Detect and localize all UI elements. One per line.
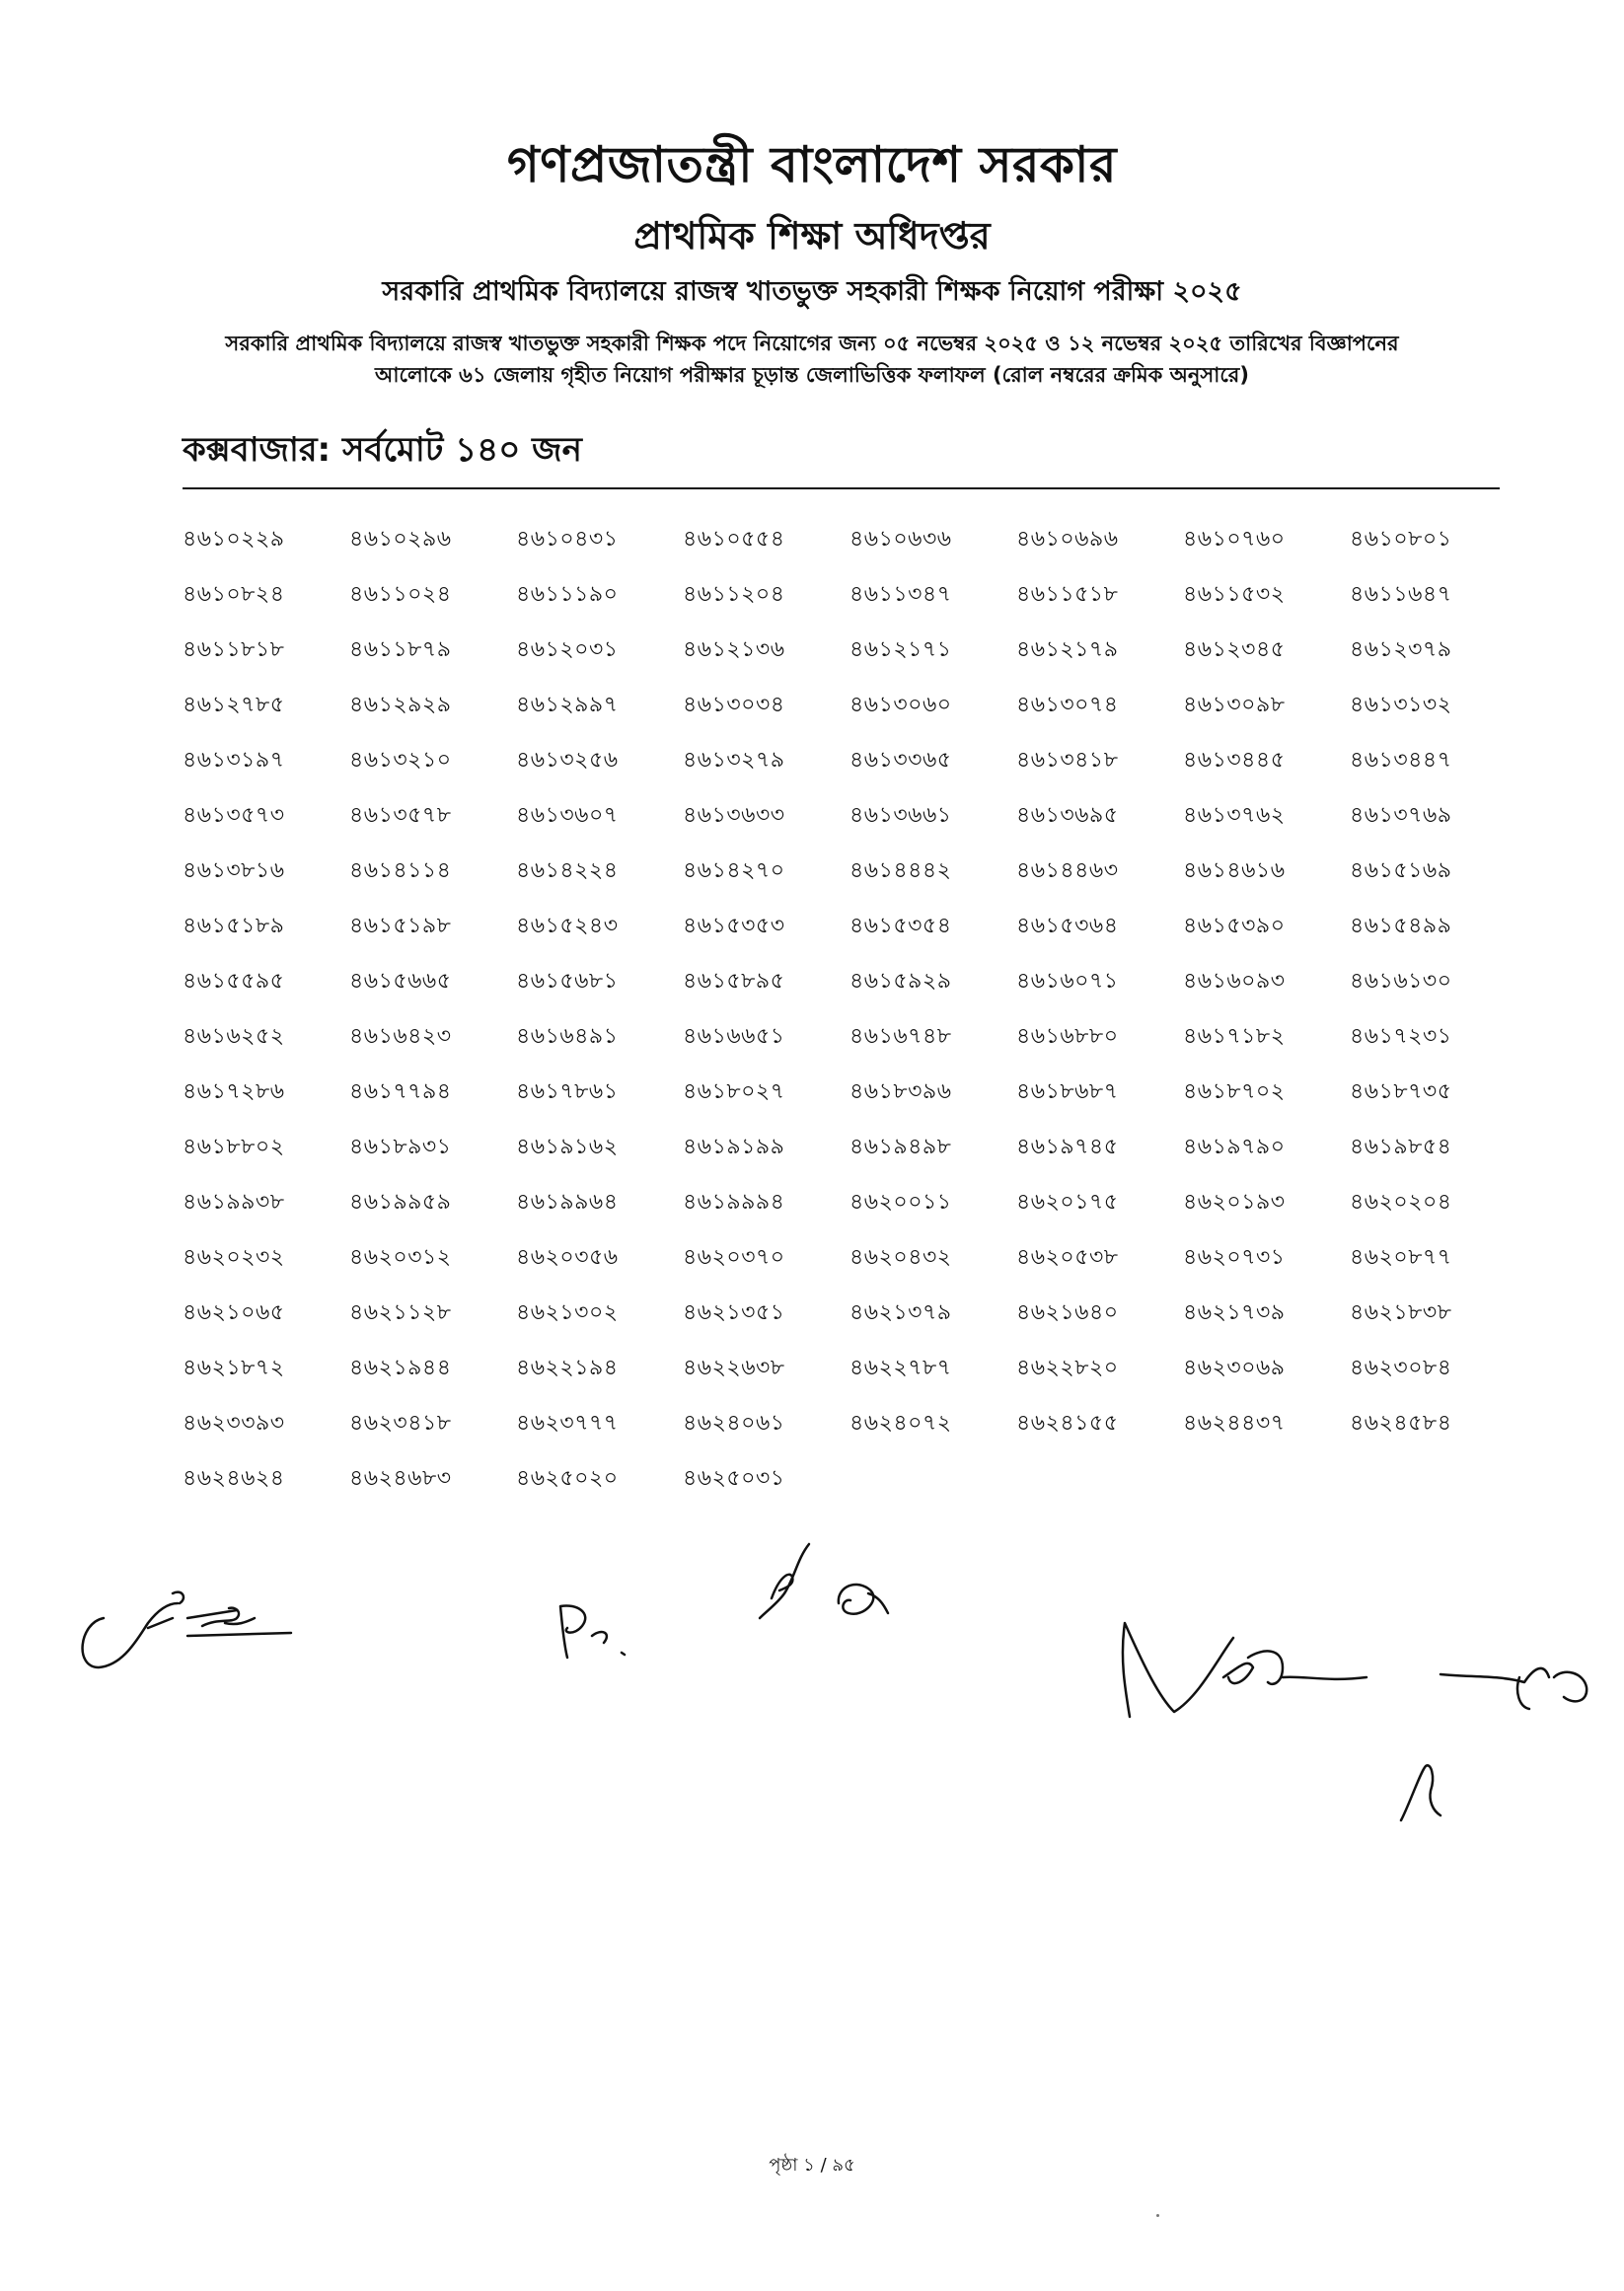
roll-number: ৪৬১৬০৭১ <box>1016 969 1119 994</box>
roll-number: ৪৬২৪০৬১ <box>683 1411 785 1436</box>
roll-number: ৪৬১৫১৮৯ <box>183 914 285 938</box>
roll-number: ৪৬২২৬৩৮ <box>683 1356 785 1380</box>
roll-number: ৪৬১০৮২৪ <box>183 582 285 607</box>
roll-number: ৪৬২১৯৪৪ <box>349 1356 452 1380</box>
roll-number: ৪৬১৩৩৬৫ <box>849 748 952 773</box>
roll-number: ৪৬১৪৪৪২ <box>849 858 952 883</box>
roll-number: ৪৬১৩০৯৮ <box>1183 693 1286 717</box>
roll-number: ৪৬১৯৯৯৪ <box>683 1190 785 1215</box>
roll-number: ৪৬১৩২৫৬ <box>516 748 619 773</box>
roll-number: ৪৬১৬৬৫১ <box>683 1024 785 1049</box>
roll-number: ৪৬১১৩৪৭ <box>849 582 952 607</box>
roll-number: ৪৬১৮৬৮৭ <box>1016 1079 1119 1104</box>
result-description <box>148 328 1476 391</box>
description-line-1: সরকারি প্রাথমিক বিদ্যালয়ে রাজস্ব খাতভুক্ত সহকারী শিক্ষক পদে নিয়োগের জন্য ০৫ নভেম্বর ২০২৫ ও ১২ নভেম্বর ২০২৫ তারিখের বিজ্ঞাপনের <box>225 332 1399 355</box>
roll-number: ৪৬২১৩৭৯ <box>849 1300 952 1325</box>
roll-number: ৪৬২১৬৪০ <box>1016 1300 1119 1325</box>
roll-number: ৪৬১৩৪৪৫ <box>1183 748 1286 773</box>
roll-number: ৪৬১৯৮৫৪ <box>1350 1135 1452 1159</box>
signature-8 <box>1401 1765 1440 1820</box>
roll-number: ৪৬১০৬৯৬ <box>1016 527 1119 552</box>
roll-number: ৪৬১৬১৩০ <box>1350 969 1452 994</box>
roll-number: ৪৬১৫৩৬৪ <box>1016 914 1119 938</box>
roll-number: ৪৬১৯৭৯০ <box>1183 1135 1286 1159</box>
roll-number: ৪৬১৩৬৬১ <box>849 803 952 828</box>
roll-number: ৪৬১৬৭৪৮ <box>849 1024 952 1049</box>
roll-number: ৪৬১৩০৩৪ <box>683 693 785 717</box>
roll-number: ৪৬১২১৭৯ <box>1016 637 1119 662</box>
roll-number: ৪৬১৮৮০২ <box>183 1135 285 1159</box>
roll-number: ৪৬১৭২৩১ <box>1350 1024 1452 1049</box>
roll-number: ৪৬২০২৩২ <box>183 1245 285 1270</box>
roll-number: ৪৬১৫৩৫৪ <box>849 914 952 938</box>
roll-number: ৪৬২৪৬২৪ <box>183 1466 285 1491</box>
page-number: পৃষ্ঠা ১ / ৯৫ <box>769 2155 855 2176</box>
roll-number: ৪৬১২৩৭৯ <box>1350 637 1452 662</box>
roll-number: ৪৬১৫৬৮১ <box>516 969 619 994</box>
roll-number: ৪৬১০৭৬০ <box>1183 527 1286 552</box>
roll-number: ৪৬২৩৭৭৭ <box>516 1411 619 1436</box>
signature-2 <box>187 1608 291 1636</box>
roll-number: ৪৬১৩০৭৪ <box>1016 693 1119 717</box>
roll-number: ৪৬২৩৪১৮ <box>349 1411 452 1436</box>
roll-number: ৪৬১৩০৬০ <box>849 693 952 717</box>
roll-number: ৪৬১১০২৪ <box>349 582 452 607</box>
roll-number: ৪৬১০৫৫৪ <box>683 527 785 552</box>
roll-number: ৪৬১২৩৪৫ <box>1183 637 1286 662</box>
roll-number: ৪৬২০৪৩২ <box>849 1245 952 1270</box>
signature-1 <box>83 1592 237 1667</box>
signature-6 <box>1123 1623 1366 1717</box>
roll-number: ৪৬১৩৪৪৭ <box>1350 748 1452 773</box>
roll-number: ৪৬১৩২৭৯ <box>683 748 785 773</box>
roll-number: ৪৬২১৭৩৯ <box>1183 1300 1286 1325</box>
roll-number: ৪৬২২৮২০ <box>1016 1356 1119 1380</box>
signature-5 <box>839 1585 888 1614</box>
roll-number: ৪৬১৯৭৪৫ <box>1016 1135 1119 1159</box>
roll-number: ৪৬১৪২৭০ <box>683 858 785 883</box>
roll-number: ৪৬১৮৯৩১ <box>349 1135 452 1159</box>
roll-number: ৪৬১৫৩৫৩ <box>683 914 785 938</box>
roll-number: ৪৬১৩২১০ <box>349 748 452 773</box>
roll-number: ৪৬২০১৭৫ <box>1016 1190 1119 1215</box>
roll-number: ৪৬১৭৭৯৪ <box>349 1079 452 1104</box>
roll-number: ৪৬১৩৫৭৩ <box>183 803 285 828</box>
roll-number: ৪৬২০৩১২ <box>349 1245 452 1270</box>
roll-number: ৪৬১১৫১৮ <box>1016 582 1119 607</box>
roll-number: ৪৬১৫১৯৮ <box>349 914 452 938</box>
roll-number: ৪৬১৩৬০৭ <box>516 803 619 828</box>
roll-number: ৪৬১৬৪৯১ <box>516 1024 619 1049</box>
roll-number: ৪৬১১২০৪ <box>683 582 785 607</box>
signature-4 <box>760 1544 809 1618</box>
roll-number: ৪৬২৪৫৮৪ <box>1350 1411 1452 1436</box>
roll-number: ৪৬১০২৯৬ <box>349 527 452 552</box>
roll-number: ৪৬১৫৯২৯ <box>849 969 952 994</box>
roll-number: ৪৬১৩১৩২ <box>1350 693 1452 717</box>
roll-number: ৪৬১৫৬৬৫ <box>349 969 452 994</box>
roll-number: ৪৬২০৭৩১ <box>1183 1245 1286 1270</box>
roll-number: ৪৬১৫১৬৯ <box>1350 858 1452 883</box>
roll-number: ৪৬১২৯২৯ <box>349 693 452 717</box>
roll-number: ৪৬১১৬৪৭ <box>1350 582 1452 607</box>
roll-number: ৪৬১৩১৯৭ <box>183 748 285 773</box>
roll-number: ৪৬১৫২৪৩ <box>516 914 619 938</box>
roll-number: ৪৬১১১৯০ <box>516 582 619 607</box>
roll-number: ৪৬২২১৯৪ <box>516 1356 619 1380</box>
signature-3 <box>560 1605 625 1658</box>
roll-number: ৪৬২০৮৭৭ <box>1350 1245 1452 1270</box>
scan-speck <box>1156 2214 1159 2217</box>
roll-number: ৪৬২৪০৭২ <box>849 1411 952 1436</box>
roll-number: ৪৬১২০৩১ <box>516 637 619 662</box>
roll-number: ৪৬২৪৪৩৭ <box>1183 1411 1286 1436</box>
roll-number: ৪৬২০৫৩৮ <box>1016 1245 1119 1270</box>
roll-number: ৪৬২৩০৮৪ <box>1350 1356 1452 1380</box>
exam-title: সরকারি প্রাথমিক বিদ্যালয়ে রাজস্ব খাতভুক্ত সহকারী শিক্ষক নিয়োগ পরীক্ষা ২০২৫ <box>382 276 1242 307</box>
department-name: প্রাথমিক শিক্ষা অধিদপ্তর <box>633 214 991 258</box>
roll-number: ৪৬২০১৯৩ <box>1183 1190 1286 1215</box>
roll-number: ৪৬১২৯৯৭ <box>516 693 619 717</box>
roll-number: ৪৬১৫৮৯৫ <box>683 969 785 994</box>
roll-number: ৪৬১৪১১৪ <box>349 858 452 883</box>
roll-number: ৪৬১৫৪৯৯ <box>1350 914 1452 938</box>
roll-number: ৪৬১০৪৩১ <box>516 527 619 552</box>
roll-number: ৪৬২১১২৮ <box>349 1300 452 1325</box>
roll-number: ৪৬১৩৮১৬ <box>183 858 285 883</box>
roll-number: ৪৬১৪৬১৬ <box>1183 858 1286 883</box>
district-heading: কক্সবাজার: সর্বমোট ১৪০ জন <box>183 430 582 470</box>
roll-number: ৪৬১৭২৮৬ <box>183 1079 285 1104</box>
roll-number: ৪৬১৮৩৯৬ <box>849 1079 952 1104</box>
roll-number: ৪৬১৬৪২৩ <box>349 1024 452 1049</box>
roll-number: ৪৬১৮৭৩৫ <box>1350 1079 1452 1104</box>
roll-number: ৪৬১০৬৩৬ <box>849 527 952 552</box>
roll-number: ৪৬২০৩৭০ <box>683 1245 785 1270</box>
roll-number: ৪৬১৮০২৭ <box>683 1079 785 1104</box>
roll-number: ৪৬১৫৫৯৫ <box>183 969 285 994</box>
roll-number: ৪৬১৫৩৯০ <box>1183 914 1286 938</box>
roll-number: ৪৬২৩০৬৯ <box>1183 1356 1286 1380</box>
roll-number: ৪৬১২১৩৬ <box>683 637 785 662</box>
roll-number: ৪৬২০২০৪ <box>1350 1190 1452 1215</box>
roll-number: ৪৬২৪১৫৫ <box>1016 1411 1119 1436</box>
roll-number: ৪৬২১০৬৫ <box>183 1300 285 1325</box>
roll-number: ৪৬২০০১১ <box>849 1190 952 1215</box>
divider-line <box>183 487 1500 489</box>
roll-number: ৪৬২২৭৮৭ <box>849 1356 952 1380</box>
roll-number: ৪৬২৩৩৯৩ <box>183 1411 285 1436</box>
roll-number: ৪৬২১৮৩৮ <box>1350 1300 1452 1325</box>
roll-number: ৪৬২১৩৫১ <box>683 1300 785 1325</box>
roll-number: ৪৬১২৭৮৫ <box>183 693 285 717</box>
signature-7 <box>1440 1668 1587 1709</box>
roll-number: ৪৬২৫০২০ <box>516 1466 619 1491</box>
roll-number: ৪৬১৬০৯৩ <box>1183 969 1286 994</box>
roll-number: ৪৬১৮৭০২ <box>1183 1079 1286 1104</box>
roll-number: ৪৬১১৫৩২ <box>1183 582 1286 607</box>
roll-number: ৪৬১০৮০১ <box>1350 527 1452 552</box>
roll-number: ৪৬২৫০৩১ <box>683 1466 785 1491</box>
roll-number: ৪৬১৯৪৯৮ <box>849 1135 952 1159</box>
roll-number: ৪৬১৩৬৯৫ <box>1016 803 1119 828</box>
roll-number: ৪৬১৩৬৩৩ <box>683 803 785 828</box>
roll-number: ৪৬১৬৮৮০ <box>1016 1024 1119 1049</box>
roll-number: ৪৬২১৮৭২ <box>183 1356 285 1380</box>
roll-number: ৪৬১৩৭৬৯ <box>1350 803 1452 828</box>
roll-number: ৪৬১২১৭১ <box>849 637 952 662</box>
roll-number-list <box>183 525 1500 1519</box>
roll-number: ৪৬২৪৬৮৩ <box>349 1466 452 1491</box>
page-title: গণপ্রজাতন্ত্রী বাংলাদেশ সরকার <box>507 136 1117 193</box>
roll-number: ৪৬১৩৪১৮ <box>1016 748 1119 773</box>
roll-number: ৪৬১৩৫৭৮ <box>349 803 452 828</box>
roll-number: ৪৬১৯৯৬৪ <box>516 1190 619 1215</box>
roll-number: ৪৬১৪২২৪ <box>516 858 619 883</box>
roll-number: ৪৬২১৩০২ <box>516 1300 619 1325</box>
roll-number: ৪৬১৯১৬২ <box>516 1135 619 1159</box>
roll-number: ৪৬১৭১৮২ <box>1183 1024 1286 1049</box>
roll-number: ৪৬১৯৯৩৮ <box>183 1190 285 1215</box>
roll-number: ৪৬১৬২৫২ <box>183 1024 285 1049</box>
roll-number: ৪৬১৯৯৫৯ <box>349 1190 452 1215</box>
roll-number: ৪৬১০২২৯ <box>183 527 285 552</box>
roll-number: ৪৬১৯১৯৯ <box>683 1135 785 1159</box>
roll-number: ৪৬১১৮১৮ <box>183 637 285 662</box>
roll-number: ৪৬১৪৪৬৩ <box>1016 858 1119 883</box>
roll-number: ৪৬১১৮৭৯ <box>349 637 452 662</box>
roll-number: ৪৬২০৩৫৬ <box>516 1245 619 1270</box>
roll-number: ৪৬১৩৭৬২ <box>1183 803 1286 828</box>
roll-number: ৪৬১৭৮৬১ <box>516 1079 619 1104</box>
description-line-2: আলোকে ৬১ জেলায় গৃহীত নিয়োগ পরীক্ষার চূড়ান্ত জেলাভিত্তিক ফলাফল (রোল নম্বরের ক্রমিক অনুসারে) <box>375 363 1249 387</box>
